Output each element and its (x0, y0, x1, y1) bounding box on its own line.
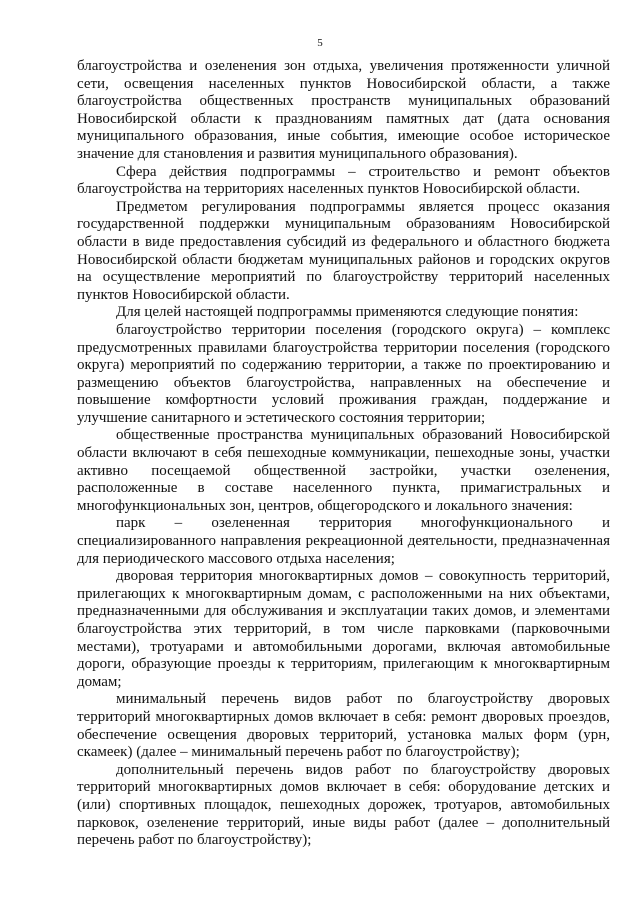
paragraph-definition-park: парк – озелененная территория многофункционального и специализированного направления рекреационной деятельности, предназначенная для периодического массового отдыха населения; (77, 515, 610, 567)
paragraph-scope: Сфера действия подпрограммы – строительство и ремонт объектов благоустройства на территориях населенных пунктов Новосибирской области. (77, 163, 610, 198)
paragraph-subject: Предметом регулирования подпрограммы является процесс оказания государственной поддержки муниципальным образованиям Новосибирской области в виде предоставления субсидий из федерального и областного бюджета Новосибирской области бюджетам муниципальных районов и городских округов на осуществление мероприятий по благоустройству территорий населенных пунктов Новосибирской области. (77, 198, 610, 303)
paragraph-definition-landscaping: благоустройство территории поселения (городского округа) – комплекс предусмотренных правилами благоустройства территории поселения (городского округа) мероприятий по содержанию территории, а также по проектированию и размещению объектов благоустройства, направленных на обеспечение и повышение комфортности условий проживания граждан, поддержание и улучшение санитарного и эстетического состояния территории; (77, 321, 610, 426)
paragraph-definitions-intro: Для целей настоящей подпрограммы применяются следующие понятия: (116, 304, 579, 321)
paragraph-definition-public-spaces: общественные пространства муниципальных образований Новосибирской области включают в себя пешеходные коммуникации, пешеходные зоны, участки активно посещаемой общественной застройки, участки озеленения, расположенные в составе населенного пункта, примагистральных и многофункциональных зон, центров, общегородского и локального значения: (77, 427, 610, 514)
page-number: 5 (317, 37, 323, 49)
paragraph-definition-additional-list: дополнительный перечень видов работ по благоустройству дворовых территорий многоквартирных домов включает в себя: оборудование детских и (или) спортивных площадок, пешеходных дорожек, тротуаров, автомобильных парковок, озеленение территорий, иные виды работ (далее – дополнительный перечень работ по благоустройству); (77, 761, 610, 849)
paragraph-continuation: благоустройства и озеленения зон отдыха, увеличения протяженности уличной сети, освещения населенных пунктов Новосибирской области, а также благоустройства общественных пространств муниципальных образований Новосибирской области к празднованиям памятных дат (дата основания муниципального образования, иные события, имеющие особое историческое значение для становления и развития муниципального образования). (77, 58, 610, 162)
paragraph-definition-yard: дворовая территория многоквартирных домов – совокупность территорий, прилегающих к многоквартирным домам, с расположенными на них объектами, предназначенными для обслуживания и эксплуатации таких домов, и элементами благоустройства этих территорий, в том числе парковками (парковочными местами), тротуарами и автомобильными дорогами, включая автомобильные дороги, образующие проезды к территориям, прилегающим к многоквартирным домам; (77, 568, 610, 690)
document-body (77, 58, 610, 850)
paragraph-definition-minimal-list: минимальный перечень видов работ по благоустройству дворовых территорий многоквартирных домов включает в себя: ремонт дворовых проездов, обеспечение освещения дворовых территорий, установка малых форм (урн, скамеек) (далее – минимальный перечень работ по благоустройству); (77, 691, 610, 761)
